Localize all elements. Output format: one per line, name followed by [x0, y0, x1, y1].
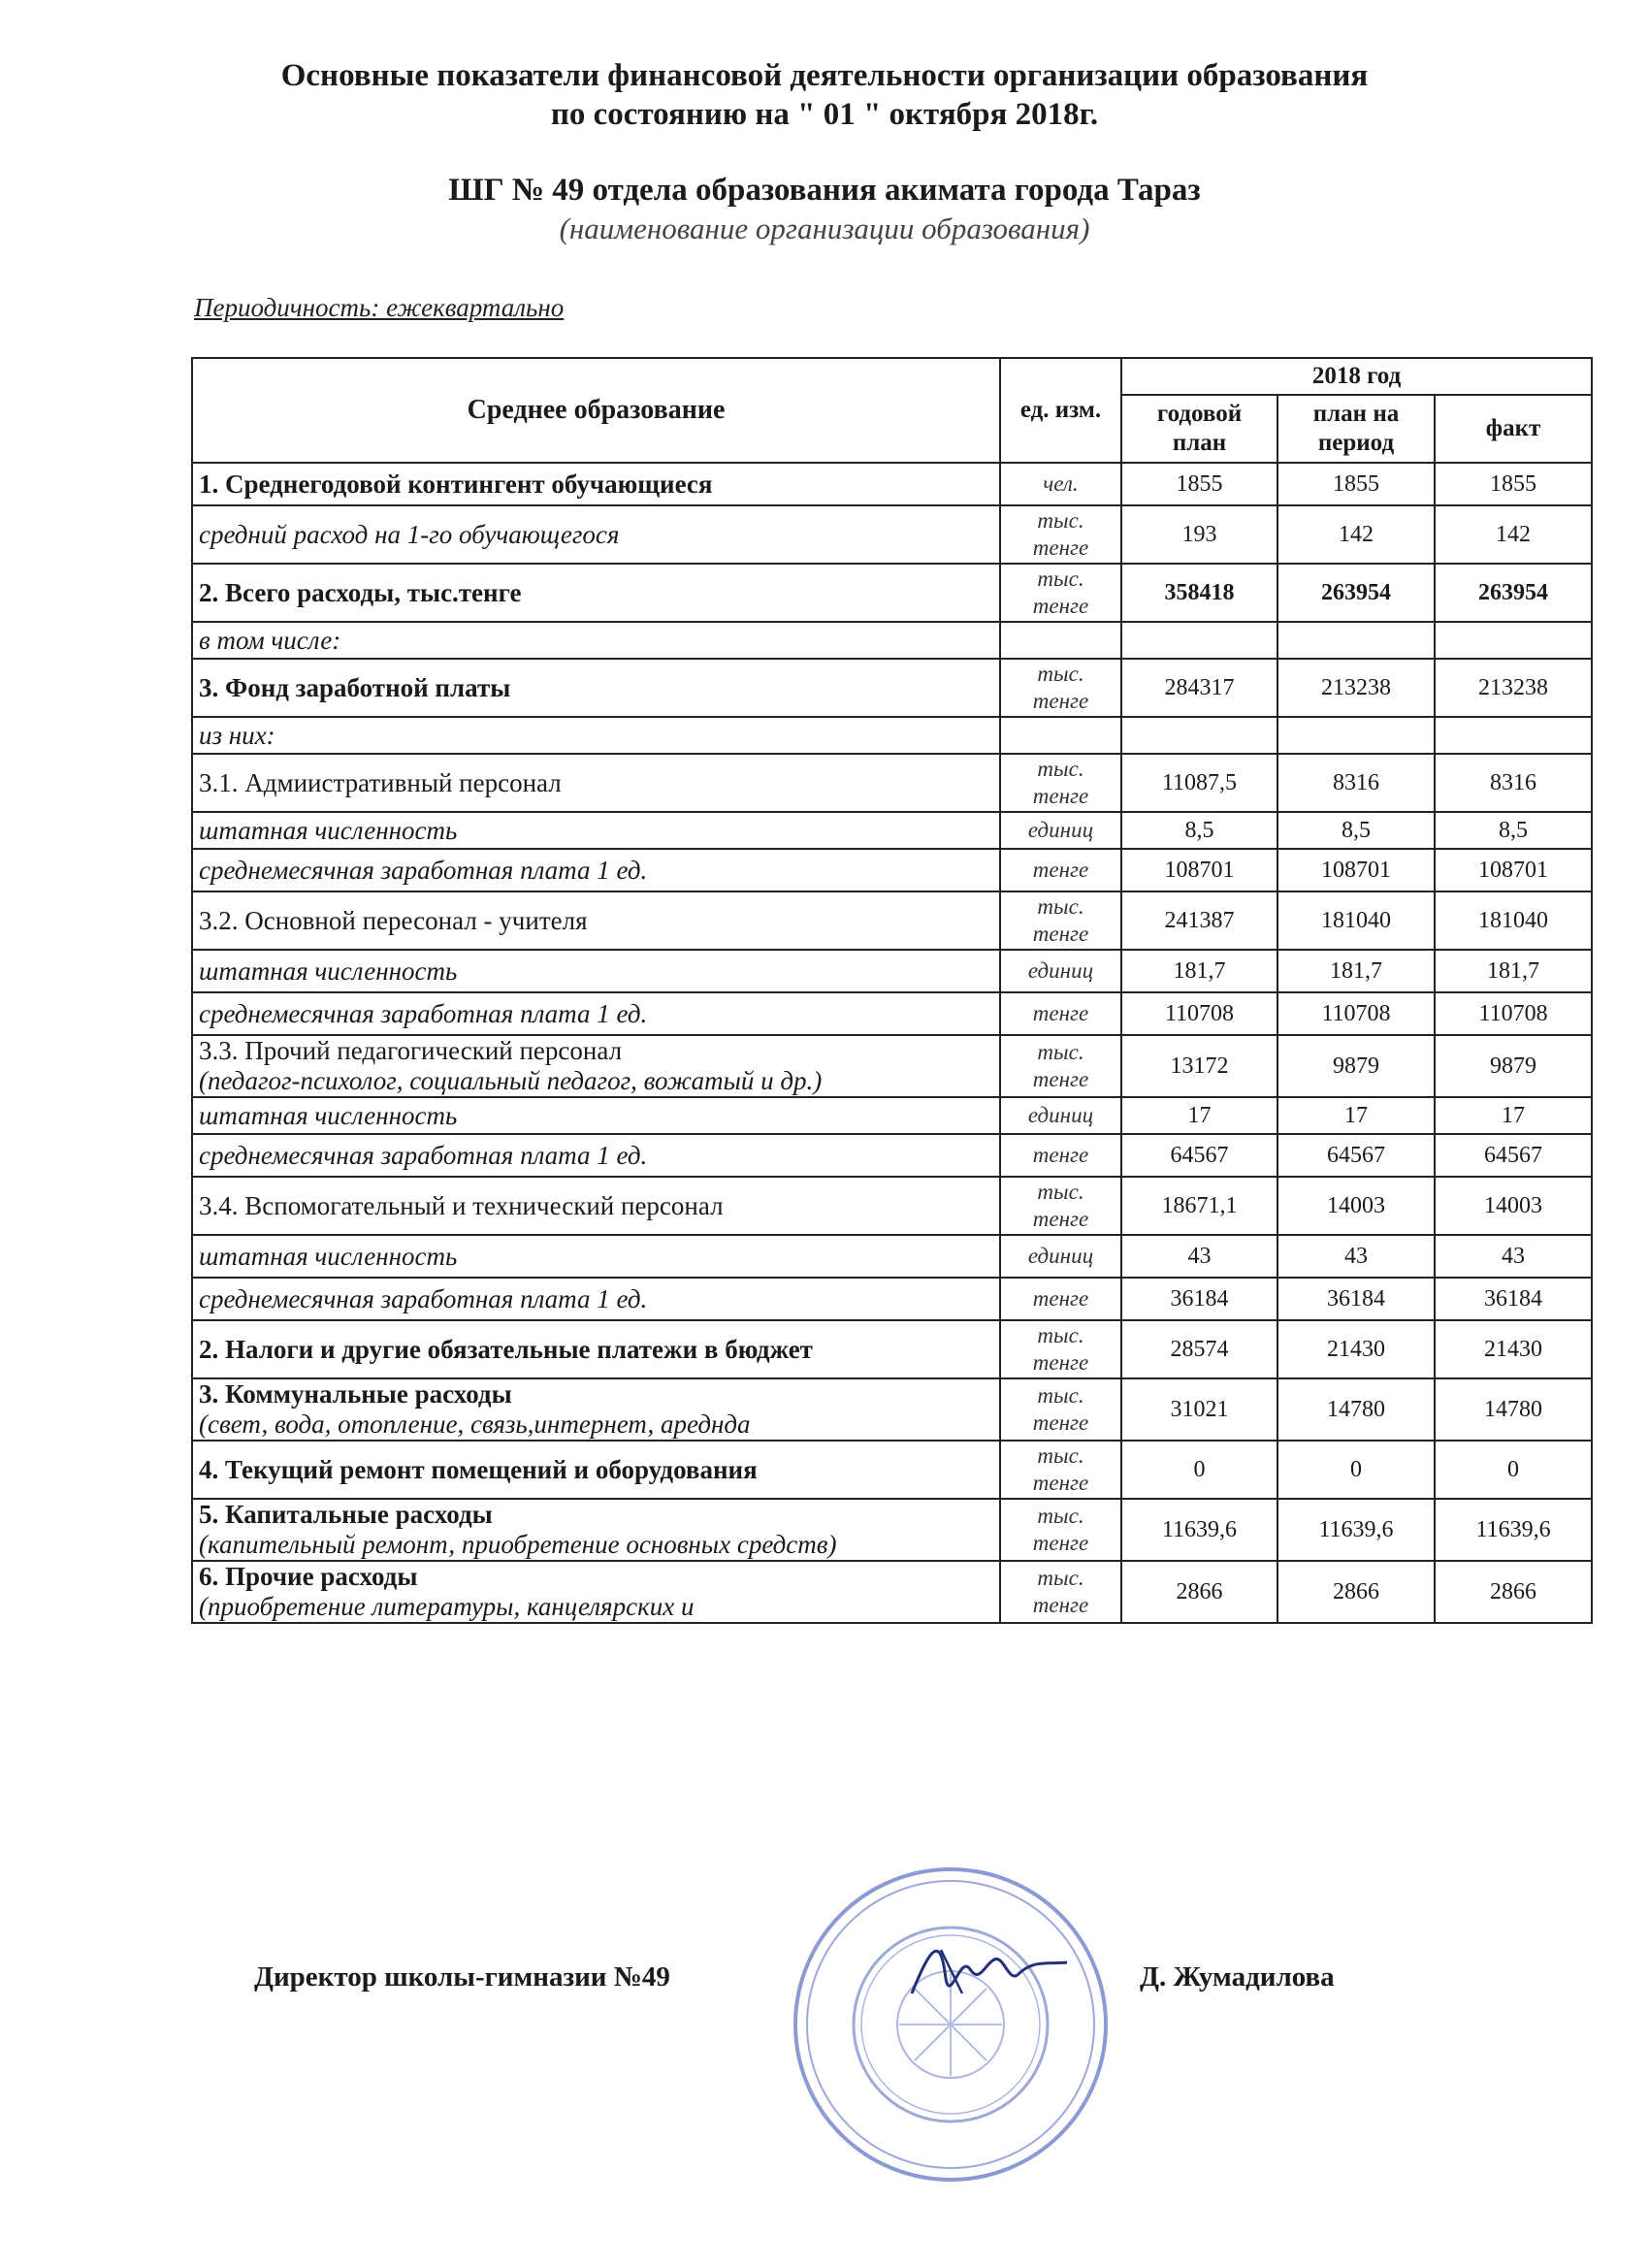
- organization-name: ШГ № 49 отдела образования акимата города Тараз: [448, 173, 1201, 208]
- fact-value: 2866: [1435, 1561, 1592, 1623]
- fact-value: 9879: [1435, 1035, 1592, 1097]
- row-unit: тыс. тенге: [1000, 1035, 1121, 1097]
- table-row: [192, 659, 1592, 717]
- row-unit: тыс. тенге: [1000, 1320, 1121, 1378]
- table-row: [192, 1035, 1592, 1097]
- row-unit: единиц: [1000, 812, 1121, 849]
- row-label-text: штатная численность: [199, 1241, 458, 1271]
- table-row: [192, 992, 1592, 1035]
- table-row: [192, 1561, 1592, 1623]
- fact-value: 64567: [1435, 1134, 1592, 1177]
- row-unit: тыс. тенге: [1000, 564, 1121, 622]
- annual-plan-value: 28574: [1121, 1320, 1277, 1378]
- row-unit: тыс. тенге: [1000, 1441, 1121, 1499]
- period-plan-value: 43: [1277, 1235, 1435, 1278]
- row-label-text: в том числе:: [199, 625, 341, 655]
- table-row: [192, 1235, 1592, 1278]
- row-label-text: среднемесячная заработная плата 1 ед.: [199, 855, 648, 885]
- fact-value: 0: [1435, 1441, 1592, 1499]
- row-label: [192, 463, 1000, 505]
- header-year: 2018 год: [1121, 358, 1592, 395]
- row-label-note: (педагог-психолог, социальный педагог, вожатый и др.): [199, 1066, 823, 1095]
- row-label: [192, 891, 1000, 950]
- period-plan-value: 142: [1277, 505, 1435, 564]
- row-label-note: (свет, вода, отопление, связь,интернет, ареднда: [199, 1409, 751, 1439]
- period-plan-value: 2866: [1277, 1561, 1435, 1623]
- row-label-text: 3. Фонд заработной платы: [199, 672, 511, 702]
- row-label: [192, 717, 1000, 754]
- row-unit: единиц: [1000, 1097, 1121, 1134]
- period-plan-value: [1277, 717, 1435, 754]
- fact-value: 108701: [1435, 849, 1592, 891]
- table-row: [192, 564, 1592, 622]
- table-row: [192, 754, 1592, 812]
- row-label-text: 3.4. Вспомогательный и технический персонал: [199, 1190, 724, 1220]
- period-plan-value: 14003: [1277, 1177, 1435, 1235]
- fact-value: 213238: [1435, 659, 1592, 717]
- row-label-text: 3.1. Адмиистративный персонал: [199, 767, 562, 797]
- row-unit: чел.: [1000, 463, 1121, 505]
- row-label-note: (капительный ремонт, приобретение основных средств): [199, 1530, 837, 1559]
- period-plan-value: 0: [1277, 1441, 1435, 1499]
- row-unit: тенге: [1000, 1134, 1121, 1177]
- row-label: [192, 1035, 1000, 1097]
- row-label: [192, 1320, 1000, 1378]
- table-row: [192, 1177, 1592, 1235]
- fact-value: [1435, 717, 1592, 754]
- director-signature: [902, 1926, 1077, 2013]
- row-label: [192, 849, 1000, 891]
- row-label: [192, 1235, 1000, 1278]
- fact-value: 43: [1435, 1235, 1592, 1278]
- period-plan-value: 8,5: [1277, 812, 1435, 849]
- row-unit: тенге: [1000, 849, 1121, 891]
- annual-plan-value: 31021: [1121, 1378, 1277, 1441]
- row-unit: тенге: [1000, 992, 1121, 1035]
- fact-value: 110708: [1435, 992, 1592, 1035]
- row-label: [192, 622, 1000, 659]
- row-label: [192, 754, 1000, 812]
- row-label: [192, 1177, 1000, 1235]
- row-label-text: 3. Коммунальные расходы: [199, 1379, 512, 1409]
- period-plan-value: 17: [1277, 1097, 1435, 1134]
- financial-indicators-table: [191, 357, 1593, 1624]
- header-unit: ед. изм.: [1000, 358, 1121, 463]
- row-unit: тенге: [1000, 1278, 1121, 1320]
- row-label: [192, 1378, 1000, 1441]
- annual-plan-value: 358418: [1121, 564, 1277, 622]
- annual-plan-value: 181,7: [1121, 950, 1277, 992]
- period-plan-value: 181040: [1277, 891, 1435, 950]
- annual-plan-value: 36184: [1121, 1278, 1277, 1320]
- period-plan-value: 263954: [1277, 564, 1435, 622]
- row-unit: тыс. тенге: [1000, 659, 1121, 717]
- row-label-text: 2. Всего расходы, тыс.тенге: [199, 577, 522, 607]
- row-label-text: 5. Капитальные расходы: [199, 1500, 493, 1529]
- table-row: [192, 1499, 1592, 1561]
- row-label-text: средний расход на 1-го обучающегося: [199, 519, 620, 549]
- fact-value: 263954: [1435, 564, 1592, 622]
- annual-plan-value: 64567: [1121, 1134, 1277, 1177]
- row-label: [192, 505, 1000, 564]
- row-label-text: 2. Налоги и другие обязательные платежи в бюджет: [199, 1334, 813, 1364]
- annual-plan-value: 108701: [1121, 849, 1277, 891]
- row-unit: тыс. тенге: [1000, 1378, 1121, 1441]
- row-label-text: среднемесячная заработная плата 1 ед.: [199, 1140, 648, 1170]
- director-name: Д. Жумадилова: [1140, 1961, 1335, 1993]
- row-unit: тыс. тенге: [1000, 1561, 1121, 1623]
- fact-value: 142: [1435, 505, 1592, 564]
- row-label: [192, 1097, 1000, 1134]
- header-period-plan: план на период: [1277, 395, 1435, 463]
- fact-value: 1855: [1435, 463, 1592, 505]
- organization-caption: (наименование организации образования): [559, 211, 1090, 245]
- period-plan-value: 213238: [1277, 659, 1435, 717]
- row-unit: тыс. тенге: [1000, 754, 1121, 812]
- table-row: [192, 505, 1592, 564]
- annual-plan-value: 0: [1121, 1441, 1277, 1499]
- fact-value: 181,7: [1435, 950, 1592, 992]
- row-label-text: 3.2. Основной пересонал - учителя: [199, 905, 588, 935]
- row-label: [192, 1134, 1000, 1177]
- row-unit: тыс. тенге: [1000, 891, 1121, 950]
- period-plan-value: 1855: [1277, 463, 1435, 505]
- row-label: [192, 564, 1000, 622]
- row-label: [192, 1441, 1000, 1499]
- fact-value: 8316: [1435, 754, 1592, 812]
- fact-value: 8,5: [1435, 812, 1592, 849]
- row-label: [192, 1561, 1000, 1623]
- annual-plan-value: 17: [1121, 1097, 1277, 1134]
- fact-value: 36184: [1435, 1278, 1592, 1320]
- fact-value: 21430: [1435, 1320, 1592, 1378]
- fact-value: 11639,6: [1435, 1499, 1592, 1561]
- row-label: [192, 950, 1000, 992]
- period-plan-value: 108701: [1277, 849, 1435, 891]
- document-title-line2: по состоянию на " 01 " октября 2018г.: [550, 97, 1099, 132]
- seal-stamp: [791, 1864, 1111, 2185]
- row-label-text: из них:: [199, 720, 275, 750]
- period-plan-value: 36184: [1277, 1278, 1435, 1320]
- annual-plan-value: 193: [1121, 505, 1277, 564]
- annual-plan-value: 284317: [1121, 659, 1277, 717]
- period-plan-value: 11639,6: [1277, 1499, 1435, 1561]
- row-label-text: среднемесячная заработная плата 1 ед.: [199, 1283, 648, 1313]
- period-plan-value: [1277, 622, 1435, 659]
- annual-plan-value: 241387: [1121, 891, 1277, 950]
- row-label: [192, 1499, 1000, 1561]
- annual-plan-value: 18671,1: [1121, 1177, 1277, 1235]
- row-label-text: 1. Среднегодовой контингент обучающиеся: [199, 469, 713, 499]
- row-unit: единиц: [1000, 950, 1121, 992]
- annual-plan-value: 43: [1121, 1235, 1277, 1278]
- table-row: [192, 849, 1592, 891]
- row-label-text: 4. Текущий ремонт помещений и оборудования: [199, 1454, 758, 1484]
- table-row: [192, 1134, 1592, 1177]
- row-label-text: 3.3. Прочий педагогический персонал: [199, 1036, 623, 1065]
- row-label: [192, 992, 1000, 1035]
- annual-plan-value: 1855: [1121, 463, 1277, 505]
- row-label-text: штатная численность: [199, 815, 458, 845]
- fact-value: 17: [1435, 1097, 1592, 1134]
- period-plan-value: 110708: [1277, 992, 1435, 1035]
- row-label: [192, 1278, 1000, 1320]
- document-title-line1: Основные показатели финансовой деятельности организации образования: [280, 58, 1369, 93]
- fact-value: 14780: [1435, 1378, 1592, 1441]
- row-label-note: (приобретение литературы, канцелярских и: [199, 1592, 695, 1621]
- period-plan-value: 181,7: [1277, 950, 1435, 992]
- row-label-text: 6. Прочие расходы: [199, 1562, 418, 1591]
- annual-plan-value: [1121, 717, 1277, 754]
- annual-plan-value: 2866: [1121, 1561, 1277, 1623]
- annual-plan-value: 11087,5: [1121, 754, 1277, 812]
- periodicity-label: Периодичность: ежеквартально: [194, 293, 565, 322]
- table-row: [192, 891, 1592, 950]
- row-unit: единиц: [1000, 1235, 1121, 1278]
- header-main: Среднее образование: [192, 358, 1000, 463]
- period-plan-value: 14780: [1277, 1378, 1435, 1441]
- director-title: Директор школы-гимназии №49: [254, 1961, 670, 1993]
- table-row: [192, 1320, 1592, 1378]
- row-unit: тыс. тенге: [1000, 1499, 1121, 1561]
- annual-plan-value: [1121, 622, 1277, 659]
- table-row: [192, 717, 1592, 754]
- annual-plan-value: 110708: [1121, 992, 1277, 1035]
- row-label-text: штатная численность: [199, 956, 458, 986]
- table-row: [192, 1441, 1592, 1499]
- table-row: [192, 1097, 1592, 1134]
- annual-plan-value: 11639,6: [1121, 1499, 1277, 1561]
- annual-plan-value: 8,5: [1121, 812, 1277, 849]
- annual-plan-value: 13172: [1121, 1035, 1277, 1097]
- table-row: [192, 1378, 1592, 1441]
- row-unit: [1000, 717, 1121, 754]
- header-annual-plan: годовой план: [1121, 395, 1277, 463]
- table-row: [192, 1278, 1592, 1320]
- row-unit: [1000, 622, 1121, 659]
- table-row: [192, 950, 1592, 992]
- row-unit: тыс. тенге: [1000, 1177, 1121, 1235]
- fact-value: 14003: [1435, 1177, 1592, 1235]
- period-plan-value: 8316: [1277, 754, 1435, 812]
- period-plan-value: 21430: [1277, 1320, 1435, 1378]
- fact-value: 181040: [1435, 891, 1592, 950]
- period-plan-value: 64567: [1277, 1134, 1435, 1177]
- row-label: [192, 812, 1000, 849]
- table-row: [192, 812, 1592, 849]
- period-plan-value: 9879: [1277, 1035, 1435, 1097]
- row-unit: тыс. тенге: [1000, 505, 1121, 564]
- header-fact: факт: [1435, 395, 1592, 463]
- row-label-text: среднемесячная заработная плата 1 ед.: [199, 998, 648, 1028]
- row-label: [192, 659, 1000, 717]
- table-row: [192, 622, 1592, 659]
- table-row: [192, 463, 1592, 505]
- row-label-text: штатная численность: [199, 1100, 458, 1130]
- fact-value: [1435, 622, 1592, 659]
